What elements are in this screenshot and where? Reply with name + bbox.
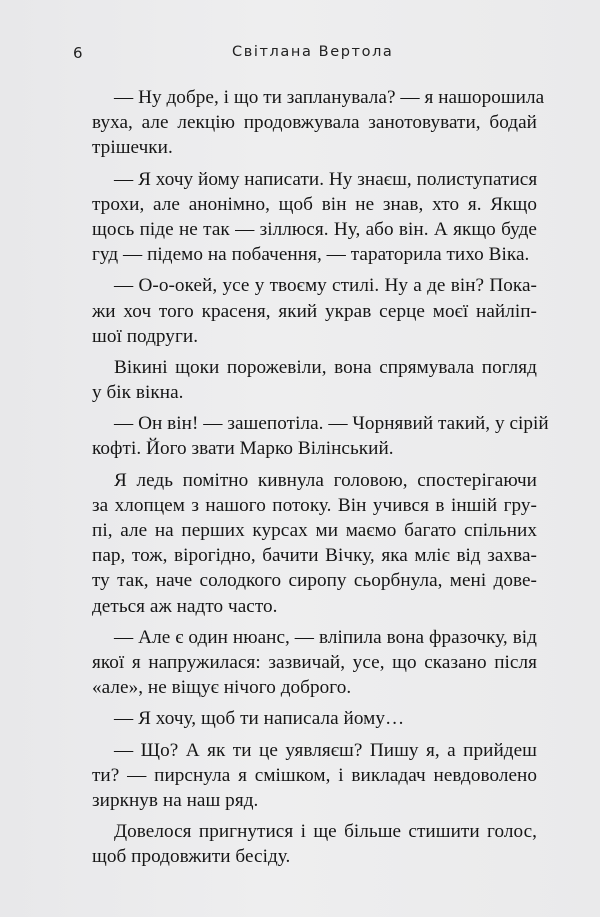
text-line: шої подруги. bbox=[92, 325, 199, 347]
page-header bbox=[0, 44, 600, 68]
text-line: зиркнув на наш ряд. bbox=[92, 789, 259, 811]
paragraph bbox=[92, 85, 545, 161]
text-line: трохи, але анонімно, щоб він не знав, хто я. Якщо bbox=[92, 193, 537, 215]
paragraph bbox=[92, 819, 537, 869]
text-line: у бік вікна. bbox=[92, 382, 184, 404]
paragraph bbox=[92, 411, 549, 461]
text-line: щось піде не так — зіллюся. Ну, або він. А якщо буде bbox=[92, 218, 537, 240]
paragraph bbox=[92, 738, 537, 814]
text-line: щоб продовжити бесіду. bbox=[92, 846, 291, 868]
text-line: якої я напружилася: зазвичай, усе, що сказано після bbox=[92, 651, 537, 673]
paragraph bbox=[92, 167, 537, 268]
text-line: гуд — підемо на побачення, — тараторила тихо Віка. bbox=[92, 244, 530, 266]
text-line: — Он він! — зашепотіла. — Чорнявий такий, у сірій bbox=[114, 413, 549, 435]
body-text bbox=[92, 85, 549, 869]
paragraph bbox=[92, 273, 537, 349]
paragraph bbox=[92, 706, 537, 731]
paragraph bbox=[92, 468, 537, 619]
text-line: деться аж надто часто. bbox=[92, 595, 278, 617]
text-line: — Ну добре, і що ти запланувала? — я нашорошила bbox=[114, 87, 545, 108]
text-line: кофті. Його звати Марко Вілінський. bbox=[92, 438, 394, 460]
text-line: — Але є один нюанс, — вліпила вона фразочку, від bbox=[114, 626, 537, 648]
text-line: ти? — пирснула я смішком, і викладач невдоволено bbox=[92, 764, 537, 786]
text-line: Вікині щоки порожевіли, вона спрямувала погляд bbox=[114, 356, 537, 378]
text-line: вуха, але лекцію продовжувала занотовувати, бодай bbox=[92, 112, 537, 134]
text-line: — Я хочу йому написати. Ну знаєш, полиступатися bbox=[114, 168, 538, 190]
text-line: «але», не віщує нічого доброго. bbox=[92, 677, 352, 699]
text-line: — Я хочу, щоб ти написала йому… bbox=[114, 708, 405, 730]
text-line: пар, тож, вірогідно, бачити Вічку, яка мліє від захва- bbox=[92, 545, 537, 567]
text-line: жи хоч того красеня, який украв серце моєї найліп- bbox=[92, 300, 537, 322]
text-line: за хлопцем з нашого потоку. Він учився в іншій гру- bbox=[92, 494, 537, 516]
text-line: Я ледь помітно кивнула головою, спостерігаючи bbox=[114, 469, 537, 491]
text-line: ту так, наче солодкого сиропу сьорбнула, мені дове- bbox=[92, 570, 537, 592]
text-line: — Що? А як ти це уявляєш? Пишу я, а прийдеш bbox=[114, 739, 537, 761]
paragraph bbox=[92, 355, 537, 405]
text-line: — О-о-окей, усе у твоєму стилі. Ну а де він? Пока- bbox=[114, 275, 537, 297]
text-line: пі, але на перших курсах ми маємо багато спільних bbox=[92, 520, 537, 541]
text-line: трішечки. bbox=[92, 137, 173, 159]
running-head-author: Світлана Вертола bbox=[232, 44, 394, 60]
text-line: Довелося пригнутися і ще більше стишити голос, bbox=[114, 821, 537, 843]
page-number: 6 bbox=[73, 44, 83, 62]
paragraph bbox=[92, 625, 537, 701]
